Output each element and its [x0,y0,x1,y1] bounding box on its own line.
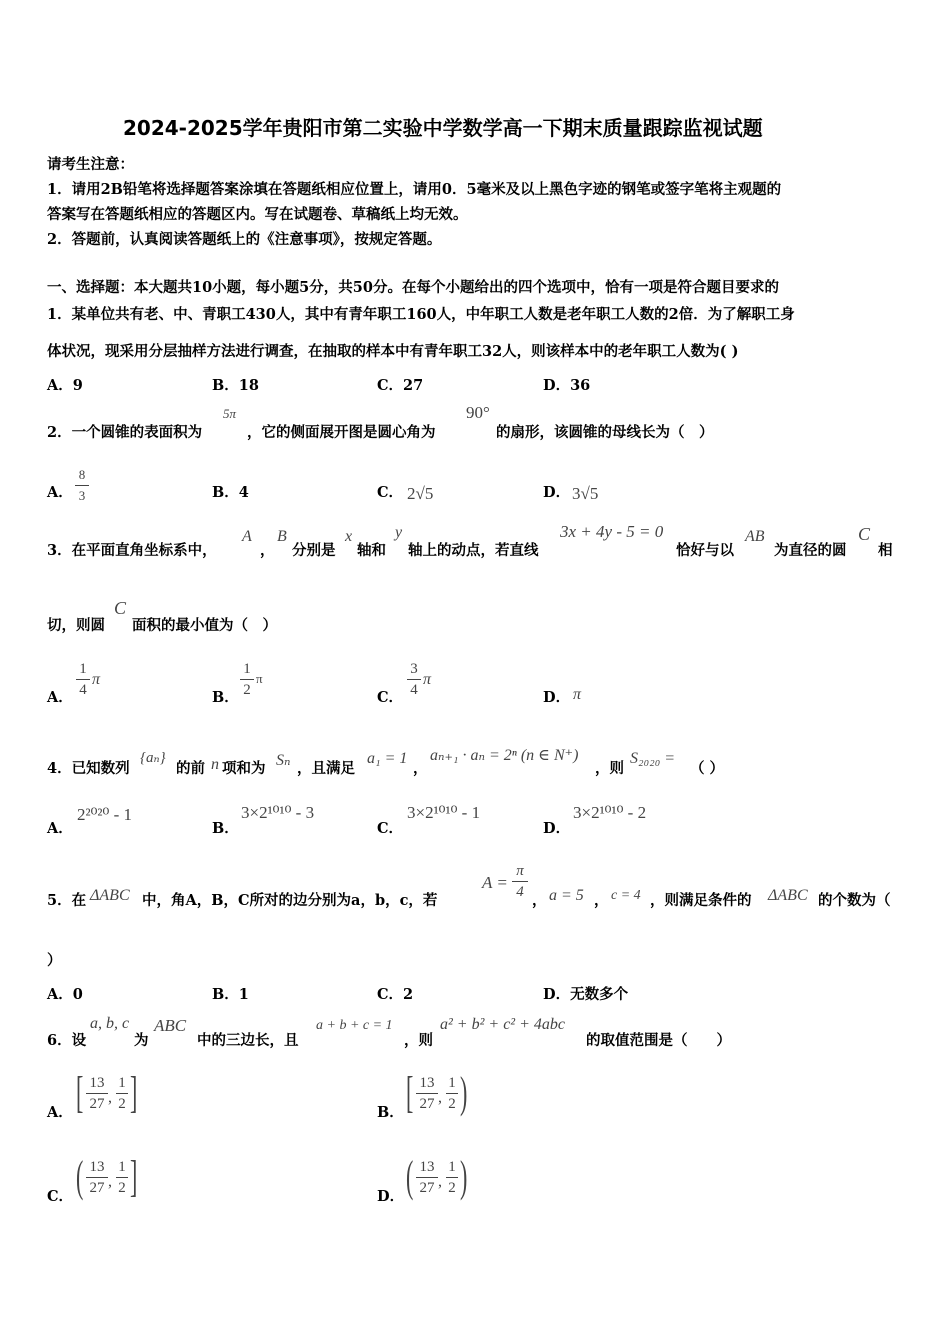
q6-option-d-label: D． [377,1188,405,1205]
q4-option-c-value: 3×2¹⁰¹⁰ - 1 [407,803,481,822]
q2-math-90deg: 90° [466,403,490,422]
q3-option-a-label: A． [47,689,73,706]
q3-b-numerator: 1 [243,661,251,677]
q4-sequence: {aₙ} [140,750,166,766]
q3-c-denominator: 4 [410,682,418,698]
q6-a-fraction-2 [116,1074,128,1113]
q6-d-f1-num: 13 [419,1159,435,1175]
q6-b-right-paren: ) [460,1068,468,1117]
q4-option-d-label: D． [543,820,571,837]
q6-a-f1-den: 27 [89,1096,105,1112]
q5-triangle-2: ΔABC [768,887,808,904]
q6-d-f1-den: 27 [419,1180,435,1196]
q4-text-4: ，且满足 [297,760,355,777]
q6-text-2: 为 [134,1032,149,1049]
q3-math-b: B [277,528,287,545]
q4-option-b-label: B． [212,820,239,837]
q4-math-s2020: S₂₀₂₀ = [630,750,676,767]
q6-a-fraction-1 [86,1074,108,1113]
q6-c-right-bracket: ] [130,1152,138,1201]
q6-a-separator: , [108,1089,112,1106]
q6-math-sum: a + b + c = 1 [316,1018,393,1033]
q3-text-4: 轴上的动点，若直线 [408,542,539,559]
q3-text-7: 相 [878,542,893,559]
q6-b-fraction-1 [416,1074,438,1113]
q6-b-separator: , [438,1089,442,1106]
q6-c-left-paren: ( [76,1152,84,1201]
q6-b-left-bracket: [ [406,1068,414,1117]
q6-a-right-bracket: ] [130,1068,138,1117]
q3-option-b-fraction [240,660,254,699]
q3-option-c-label: C． [377,689,404,706]
page-title: 2024-2025学年贵阳市第二实验中学数学高一下期末质量跟踪监视试题 [123,116,763,140]
q6-b-f2-num: 1 [448,1075,456,1091]
q6-a-f2-num: 1 [118,1075,126,1091]
q2-option-c-value: 2√5 [407,484,434,503]
q6-math-abc-vars: a, b, c [90,1015,130,1032]
q6-d-right-paren: ) [460,1152,468,1201]
notice-item-1-line-1: 1．请用2B铅笔将选择题答案涂填在答题纸相应位置上，请用0．5毫米及以上黑色字迹的钢笔或签字笔将主观题的 [47,181,782,198]
q4-math-a1: a₁ = 1 [367,750,408,767]
q4-text-5: ，则 [595,760,624,777]
q2-text-1: 2．一个圆锥的表面积为 [47,424,203,441]
q4-text-3: 项和为 [222,760,266,777]
q3-text-5: 恰好与以 [676,542,734,559]
q4-option-c-label: C． [377,820,404,837]
q4-option-a-value: 2²⁰²⁰ - 1 [77,805,132,824]
q4-text-6: （ ） [690,760,725,777]
q4-math-sn: Sₙ [276,752,291,769]
q3-math-ab: AB [745,528,765,545]
q6-d-f2-den: 2 [448,1180,456,1196]
q2-option-a-label: A． [47,484,73,501]
q3-text-1: 3．在平面直角坐标系中， [47,542,217,559]
q4-option-a-label: A． [47,820,73,837]
q4-recurrence: aₙ₊₁ · aₙ = 2ⁿ (n ∈ N⁺) [430,747,579,764]
q3-a-denominator: 4 [79,682,87,698]
q5-comma-1: ， [532,892,547,909]
q3-line-2-math-c: C [114,598,127,618]
notice-heading: 请考生注意： [47,156,134,173]
q5-option-c: C．2 [377,986,414,1003]
q3-a-numerator: 1 [79,661,87,677]
q3-line-equation: 3x + 4y - 5 = 0 [560,522,664,541]
q5-denominator: 4 [516,884,524,900]
q5-math-a5: a = 5 [549,887,584,904]
q5-text-2: 中，角A，B，C所对的边分别为a，b，c，若 [142,892,438,909]
q3-b-denominator: 2 [243,682,251,698]
q4-option-b-value: 3×2¹⁰¹⁰ - 3 [241,803,315,822]
q3-option-a-pi: π [92,671,101,688]
q6-option-a-label: A． [47,1104,73,1121]
q2-option-d-label: D． [543,484,571,501]
q2-option-a-fraction [75,466,89,505]
q1-option-b: B．18 [212,377,259,394]
q2-text-3: 的扇形，该圆锥的母线长为（ ） [496,424,714,441]
q6-math-expression: a² + b² + c² + 4abc [440,1016,565,1033]
q6-d-fraction-1 [416,1158,438,1197]
q6-b-f1-num: 13 [419,1075,435,1091]
q2-option-d-value: 3√5 [572,484,599,503]
q6-math-abc: ABC [154,1016,187,1035]
q6-c-fraction-2 [116,1158,128,1197]
q5-text-1: 5．在 [47,892,87,909]
q4-text-1: 4．已知数列 [47,760,130,777]
q3-option-c-pi: π [423,671,432,688]
q3-math-c: C [858,524,871,544]
q6-text-5: 的取值范围是（ ） [586,1032,731,1049]
q6-c-separator: , [108,1173,112,1190]
q6-text-4: ，则 [404,1032,433,1049]
q6-c-f1-den: 27 [89,1180,105,1196]
q3-math-y: y [395,524,403,541]
q6-c-f2-num: 1 [118,1159,126,1175]
q6-c-fraction-1 [86,1158,108,1197]
q4-comma: ， [413,760,428,777]
q5-comma-2: ， [594,892,609,909]
q6-text-3: 中的三边长，且 [197,1032,299,1049]
q6-d-f2-num: 1 [448,1159,456,1175]
q6-b-f1-den: 27 [419,1096,435,1112]
q3-math-a: A [242,528,252,545]
q5-numerator: π [516,863,524,879]
q2-a-numerator: 8 [78,467,86,482]
q6-b-fraction-2 [446,1074,458,1113]
q3-option-d-label: D． [543,689,571,706]
q5-option-d: D．无数多个 [543,986,629,1003]
q3-text-3: 轴和 [357,542,386,559]
q5-math-c4: c = 4 [611,888,641,903]
q3-text-2: 分别是 [292,542,336,559]
q6-a-f1-num: 13 [89,1075,105,1091]
q6-text-1: 6．设 [47,1032,87,1049]
q6-c-f1-num: 13 [89,1159,105,1175]
q5-option-b: B．1 [212,986,249,1003]
q3-text-6: 为直径的圆 [774,542,847,559]
q6-c-f2-den: 2 [118,1180,126,1196]
q6-option-c-label: C． [47,1188,74,1205]
q3-c-numerator: 3 [410,661,418,677]
q1-option-c: C．27 [377,377,424,394]
section-heading: 一、选择题：本大题共10小题，每小题5分，共50分。在每个小题给出的四个选项中，恰有一项是符合题目要求的 [47,279,779,296]
q6-option-b-label: B． [377,1104,404,1121]
q1-line-2: 体状况，现采用分层抽样方法进行调查，在抽取的样本中有青年职工32人，则该样本中的老年职工人数为( ) [47,343,739,360]
q2-text-2: ，它的侧面展开图是圆心角为 [247,424,436,441]
q6-d-fraction-2 [446,1158,458,1197]
q4-math-n: n [211,756,219,773]
q2-option-b: B．4 [212,484,249,501]
q3-option-b-label: B． [212,689,239,706]
q2-option-c-label: C． [377,484,404,501]
q6-d-separator: , [438,1173,442,1190]
q5-text-4: 的个数为（ [818,892,891,909]
q5-fraction-pi-4 [512,862,528,901]
q2-math-5pi: 5π [223,406,237,421]
q3-option-b-pi: π [256,671,263,686]
q1-option-a: A．9 [47,377,83,394]
q3-line-2-text-2: 面积的最小值为（ ） [132,617,277,634]
q3-option-c-fraction [407,660,421,699]
q5-triangle: ΔABC [90,887,130,904]
q3-option-a-fraction [76,660,90,699]
q1-option-d: D．36 [543,377,591,394]
q6-a-left-bracket: [ [76,1068,84,1117]
q3-option-d-value: π [573,686,582,703]
q5-line-2: ） [47,952,62,969]
notice-item-1-line-2: 答案写在答题纸相应的答题区内。写在试题卷、草稿纸上均无效。 [47,206,468,223]
q4-option-d-value: 3×2¹⁰¹⁰ - 2 [573,803,647,822]
q3-line-2-text-1: 切，则圆 [47,617,105,634]
q5-math-a-equals: A = [482,873,508,892]
notice-item-2: 2．答题前，认真阅读答题纸上的《注意事项》，按规定答题。 [47,231,442,248]
q3-math-x: x [345,528,353,545]
q5-option-a: A．0 [47,986,83,1003]
q2-a-denominator: 3 [78,488,86,503]
q3-comma: ， [260,542,275,559]
q6-b-f2-den: 2 [448,1096,456,1112]
q4-text-2: 的前 [176,760,205,777]
q1-line-1: 1．某单位共有老、中、青职工430人，其中有青年职工160人，中年职工人数是老年职工人数的2倍．为了解职工身 [47,306,795,323]
q6-d-left-paren: ( [406,1152,414,1201]
q6-a-f2-den: 2 [118,1096,126,1112]
q5-text-3: ，则满足条件的 [650,892,752,909]
